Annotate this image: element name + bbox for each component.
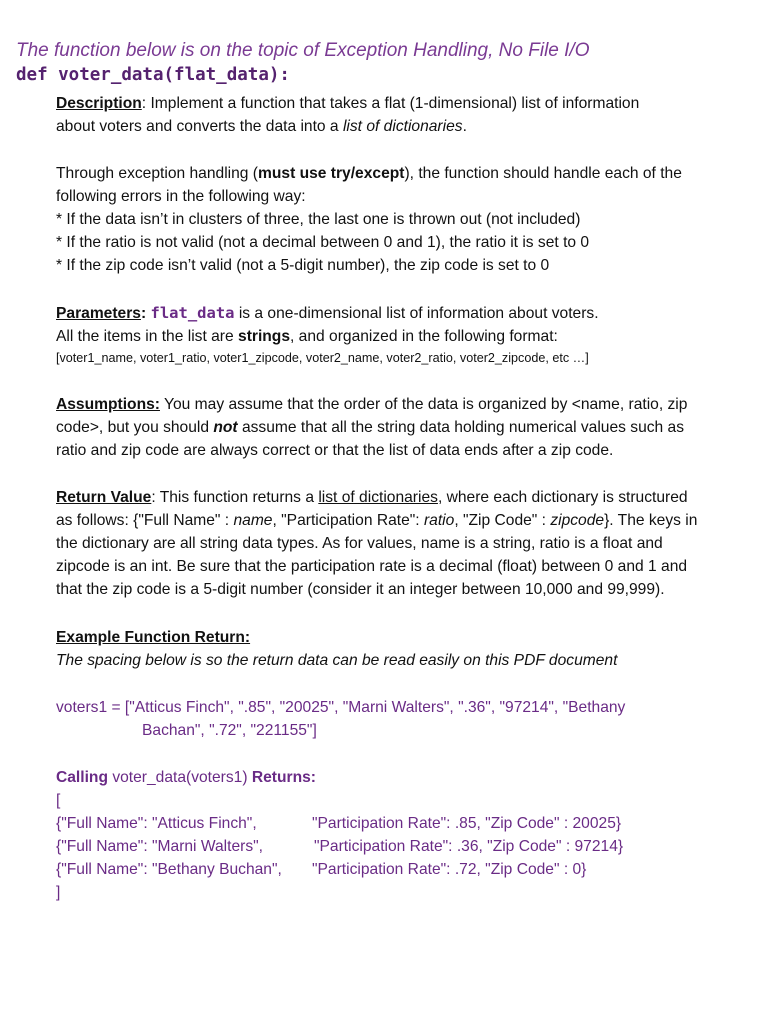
- result-row: {"Full Name": "Bethany Buchan", "Participation Rate": .72, "Zip Code" : 0}: [56, 861, 587, 878]
- return-line-5: that the zip code is a 5-digit number (consider it an integer between 10,000 and 99,999).: [56, 581, 665, 598]
- exceptions-line-1: Through exception handling (must use try/except), the function should handle each of the: [56, 165, 682, 182]
- parameters-format: [voter1_name, voter1_ratio, voter1_zipcode, voter2_name, voter2_ratio, voter2_zipcode, etc …]: [56, 351, 589, 365]
- exceptions-line-2: following errors in the following way:: [56, 188, 306, 205]
- assumptions-line-2: code>, but you should not assume that all the string data holding numerical values such as: [56, 419, 685, 436]
- function-signature: def voter_data(flat_data):: [16, 65, 290, 85]
- parameters-line-2: All the items in the list are strings, and organized in the following format:: [56, 328, 558, 345]
- close-bracket: ]: [56, 884, 61, 901]
- parameters-label: Parameters: [56, 305, 141, 322]
- return-line-3: the dictionary are all string data types. As for values, name is a string, ratio is a float and: [56, 535, 663, 552]
- example-heading: Example Function Return:: [56, 629, 251, 646]
- exception-bullet: * If the zip code isn’t valid (not a 5-digit number), the zip code is set to 0: [56, 257, 550, 274]
- calling-line: Calling voter_data(voters1) Returns:: [56, 769, 316, 786]
- return-line-4: zipcode is an int. Be sure that the participation rate is a decimal (float) between 0 and 1 and: [56, 558, 688, 575]
- parameters-line-1: Parameters: flat_data is a one-dimensional list of information about voters.: [56, 304, 599, 322]
- description-label: Description: [56, 95, 142, 112]
- description-line-1: Description: Implement a function that takes a flat (1-dimensional) list of information: [56, 95, 640, 112]
- open-bracket: [: [56, 792, 61, 809]
- example-note: The spacing below is so the return data can be read easily on this PDF document: [56, 652, 618, 669]
- voters-list-line-1: voters1 = ["Atticus Finch", ".85", "20025", "Marni Walters", ".36", "97214", "Bethany: [56, 699, 626, 716]
- result-row: {"Full Name": "Atticus Finch", "Participation Rate": .85, "Zip Code" : 20025}: [56, 815, 622, 832]
- topic-heading: The function below is on the topic of Exception Handling, No File I/O: [16, 40, 590, 61]
- return-line-2: as follows: {"Full Name" : name, "Participation Rate": ratio, "Zip Code" : zipcode}. The keys in: [56, 512, 698, 529]
- voters-list-line-2: Bachan", ".72", "221155"]: [142, 722, 317, 739]
- assumptions-line-3: ratio and zip code are always correct or that the list of data ends after a zip code.: [56, 442, 614, 459]
- exception-bullet: * If the data isn’t in clusters of three, the last one is thrown out (not included): [56, 211, 581, 228]
- exception-bullet: * If the ratio is not valid (not a decimal between 0 and 1), the ratio it is set to 0: [56, 234, 590, 251]
- assumptions-line-1: Assumptions: You may assume that the order of the data is organized by <name, ratio, zip: [56, 396, 688, 413]
- result-row: {"Full Name": "Marni Walters", "Participation Rate": .36, "Zip Code" : 97214}: [56, 838, 624, 855]
- param-name: flat_data: [150, 304, 235, 322]
- return-label: Return Value: [56, 489, 152, 506]
- description-line-2: about voters and converts the data into a list of dictionaries.: [56, 118, 467, 135]
- assumptions-label: Assumptions:: [56, 396, 160, 413]
- return-line-1: Return Value: This function returns a list of dictionaries, where each dictionary is structured: [56, 489, 688, 506]
